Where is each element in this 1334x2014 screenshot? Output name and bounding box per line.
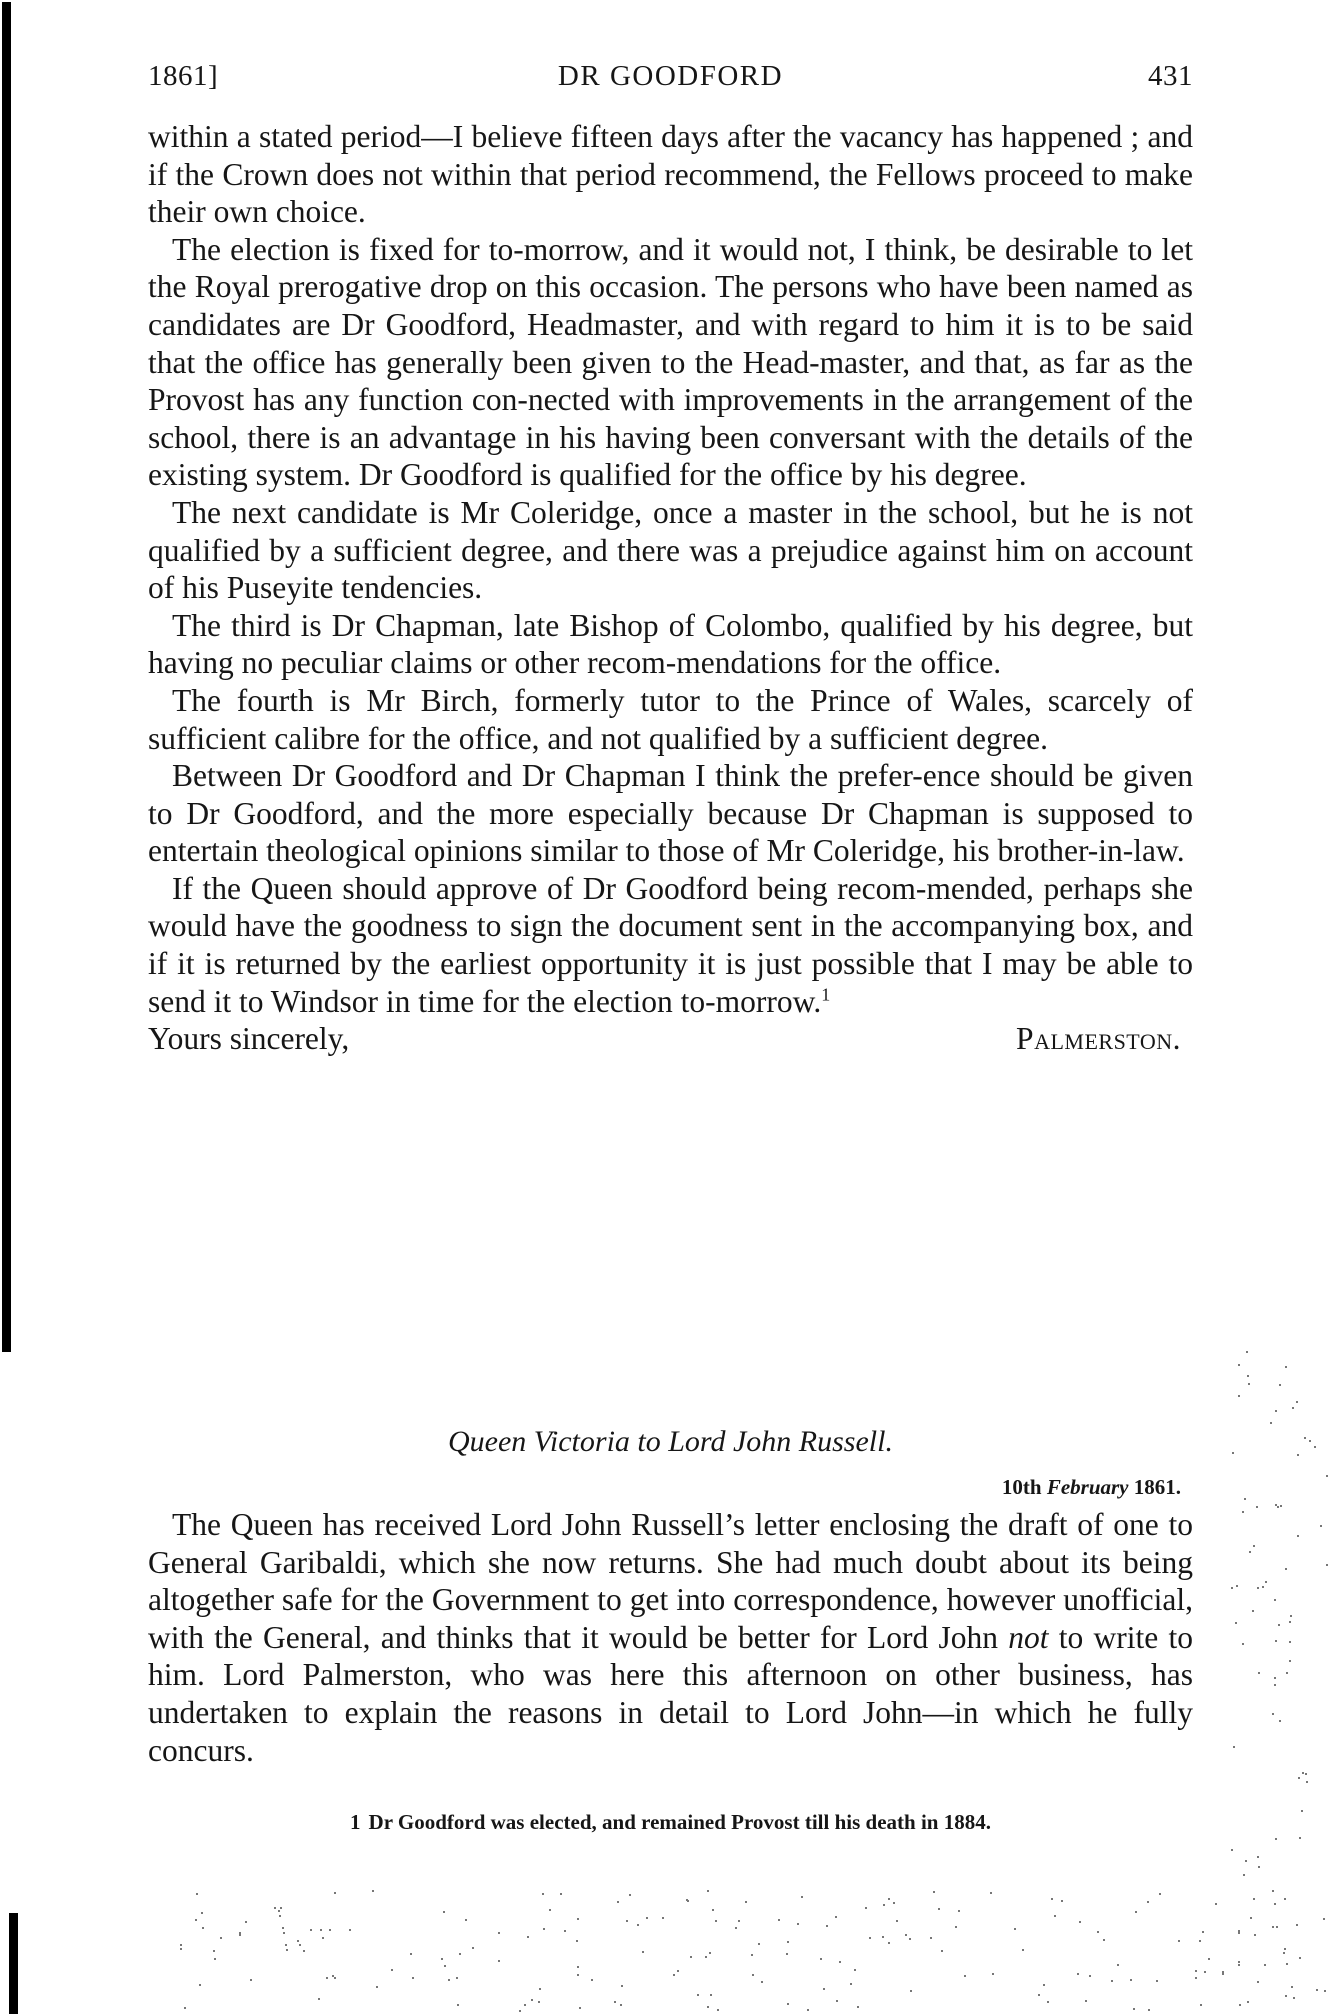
scan-speckle <box>1178 1940 1180 1942</box>
scan-speckle <box>1238 1395 1240 1397</box>
scan-speckle <box>1265 1581 1267 1583</box>
scan-speckle <box>820 1958 822 1960</box>
scan-speckle <box>909 1938 911 1940</box>
scan-speckle <box>286 1949 288 1951</box>
scan-speckle <box>1111 1980 1113 1982</box>
scan-speckle <box>621 1985 623 1987</box>
scan-speckle <box>1277 1506 1279 1508</box>
scan-speckle <box>1238 1932 1240 1934</box>
scan-speckle <box>282 1927 284 1929</box>
scan-speckle <box>376 1986 378 1988</box>
scan-speckle <box>577 1966 579 1968</box>
scan-speckle <box>823 1988 825 1990</box>
scan-speckle <box>279 1915 281 1917</box>
scan-speckle <box>1054 1915 1056 1917</box>
scan-speckle <box>1051 1898 1053 1900</box>
running-head-title: DR GOODFORD <box>557 60 784 92</box>
scan-speckle <box>538 2001 540 2003</box>
scan-speckle <box>410 1953 412 1955</box>
scan-speckle <box>1298 1777 1300 1779</box>
scan-speckle <box>712 1909 714 1911</box>
scan-speckle <box>1324 1990 1326 1992</box>
scan-speckle <box>1286 1672 1288 1674</box>
scan-speckle <box>472 1947 474 1949</box>
scan-speckle <box>1276 1926 1278 1928</box>
scan-speckle <box>560 1893 562 1895</box>
scan-speckle <box>1097 1931 1099 1933</box>
scan-speckle <box>614 2001 616 2003</box>
scan-speckle <box>1244 1498 1246 1500</box>
scan-speckle <box>1079 1921 1081 1923</box>
scan-speckle <box>735 1927 737 1929</box>
scan-speckle <box>626 1920 628 1922</box>
scan-speckle <box>1299 1957 1301 1959</box>
paragraph-text: If the Queen should approve of Dr Goodford being recom-mended, perhaps she would have the goodness to sign the document sent in the accompanying box, and if it is returned by the earliest opportunity it is just possible that I may be able to send it to Windsor in time for the election to-morrow. <box>148 870 1193 1019</box>
scan-speckle <box>883 1904 885 1906</box>
scan-speckle <box>1061 1900 1063 1902</box>
scan-speckle <box>1284 1898 1286 1900</box>
letter-date <box>1002 1475 1181 1500</box>
scan-speckle <box>850 1983 852 1985</box>
scan-speckle <box>1232 1452 1234 1454</box>
scan-speckle <box>519 2010 521 2012</box>
scan-speckle <box>1208 1958 1210 1960</box>
scan-speckle <box>869 1937 871 1939</box>
scan-speckle <box>326 1977 328 1979</box>
scan-speckle <box>637 1924 639 1926</box>
scan-speckle <box>1306 1781 1308 1783</box>
scan-speckle <box>1147 1901 1149 1903</box>
scan-speckle <box>1239 2004 1241 2006</box>
scan-speckle <box>1249 1551 1251 1553</box>
paragraph: The next candidate is Mr Coleridge, once a master in the school, but he is not qualified by a sufficient degree, and there was a prejudice against him on account of his Puseyite tendencies. <box>148 494 1193 606</box>
scan-speckle <box>1316 1989 1318 1991</box>
scan-speckle <box>274 1907 276 1909</box>
scan-speckle <box>202 1927 204 1929</box>
scan-speckle <box>214 1958 216 1960</box>
scan-speckle <box>687 1900 689 1902</box>
scan-speckle <box>1289 1660 1291 1662</box>
scan-speckle <box>1326 1475 1328 1477</box>
paragraph-with-footnote <box>148 870 1193 1020</box>
scan-speckle <box>1296 1401 1298 1403</box>
scan-speckle <box>1252 1610 1254 1612</box>
scan-speckle <box>941 1950 943 1952</box>
scan-speckle <box>577 1974 579 1976</box>
scan-speckle <box>303 1950 305 1952</box>
scan-speckle <box>707 1890 709 1892</box>
scan-speckle <box>297 1940 299 1942</box>
scan-speckle <box>1305 1773 1307 1775</box>
text-segment: to write to him. Lord Palmerston, who was here this afternoon on other business, has undertaken to explain the reasons in detail to Lord John—in which he fully concurs. <box>148 1619 1193 1768</box>
scan-speckle <box>283 1932 285 1934</box>
scan-speckle <box>1254 1934 1256 1936</box>
scan-speckle <box>705 1956 707 1958</box>
scan-speckle <box>888 1898 890 1900</box>
scan-speckle <box>1130 1979 1132 1981</box>
scan-speckle <box>826 1925 828 1927</box>
scan-speckle <box>1323 1918 1325 1920</box>
scan-speckle <box>1279 1384 1281 1386</box>
paragraph: Between Dr Goodford and Dr Chapman I think the prefer-ence should be given to Dr Goodford, and the more especially because Dr Chapman is supposed to entertain theological opinions similar to those of Mr Coleridge, his brother-in-law. <box>148 758 1193 869</box>
footnote-text: Dr Goodford was elected, and remained Provost till his death in 1884. <box>368 1810 991 1834</box>
scan-speckle <box>1290 1615 1292 1617</box>
scan-speckle <box>1243 1874 1245 1876</box>
scan-speckle <box>1275 1410 1277 1412</box>
running-head <box>148 60 1193 100</box>
scan-speckle <box>715 1920 717 1922</box>
scan-speckle <box>278 1910 280 1912</box>
footnote-reference[interactable]: 1 <box>821 984 831 1005</box>
scan-speckle <box>1274 1599 1276 1601</box>
scan-speckle <box>549 1909 551 1911</box>
scan-speckle <box>990 1892 992 1894</box>
paragraph: The election is fixed for to-morrow, and it would not, I think, be desirable to let the Royal prerogative drop on this occasion. The persons who have been named as candidates are Dr Goodford, Headmaster, and with regard to him it is to be said that the office has generally been given to the Head-master, and that, as far as the Provost has any function con-nected with improvements in the arrangement of the school, there is an advantage in his having been conversant with the details of the existing system. Dr Goodford is qualified for the office by his degree. <box>148 231 1193 493</box>
scan-speckle <box>1022 1949 1024 1951</box>
scan-speckle <box>905 1934 907 1936</box>
scan-speckle <box>1159 1893 1161 1895</box>
scan-speckle <box>933 1891 935 1893</box>
scan-speckle <box>1200 2004 1202 2006</box>
scan-speckle <box>576 1940 578 1942</box>
scan-speckle <box>690 1956 692 1958</box>
scan-speckle <box>1047 2001 1049 2003</box>
scan-edge-shadow-bottom <box>9 1913 18 2014</box>
scan-speckle <box>778 1919 780 1921</box>
page-number: 431 <box>1148 60 1193 92</box>
scan-speckle <box>896 1920 898 1922</box>
scan-speckle <box>910 1990 912 1992</box>
scan-speckle <box>1246 1351 1248 1353</box>
scan-speckle <box>280 1907 282 1909</box>
scan-speckle <box>865 1907 867 1909</box>
scan-speckle <box>786 1953 788 1955</box>
scan-speckle <box>1089 1975 1091 1977</box>
scan-speckle <box>1215 1903 1217 1905</box>
scan-speckle <box>1275 1838 1277 1840</box>
scan-speckle <box>758 1943 760 1945</box>
footnote <box>148 1810 1193 1835</box>
scan-speckle <box>524 2004 526 2006</box>
scan-speckle <box>710 1994 712 1996</box>
scan-speckle <box>797 1923 799 1925</box>
scan-speckle <box>1293 1997 1295 1999</box>
scan-speckle <box>1077 1973 1079 1975</box>
scan-speckle <box>1285 1366 1287 1368</box>
scan-speckle <box>629 1894 631 1896</box>
scan-speckle <box>332 1975 334 1977</box>
scan-speckle <box>1274 1677 1276 1679</box>
scan-speckle <box>646 1917 648 1919</box>
scan-speckle <box>1250 1917 1252 1919</box>
scan-speckle <box>1270 1422 1272 1424</box>
scan-speckle <box>839 1961 841 1963</box>
scan-speckle <box>1238 1364 1240 1366</box>
scan-speckle <box>1296 1924 1298 1926</box>
scan-speckle <box>1085 2000 1087 2002</box>
scan-speckle <box>1156 1980 1158 1982</box>
scan-speckle <box>1256 1506 1258 1508</box>
scan-speckle <box>564 1930 566 1932</box>
scan-speckle <box>1289 1641 1291 1643</box>
scan-speckle <box>992 1973 994 1975</box>
scan-speckle <box>1231 1587 1233 1589</box>
scan-speckle <box>201 1912 203 1914</box>
paragraph <box>148 1506 1193 1769</box>
scan-speckle <box>527 1936 529 1938</box>
scan-speckle <box>285 1944 287 1946</box>
scan-speckle <box>448 1979 450 1981</box>
scan-speckle <box>441 1958 443 1960</box>
scan-speckle <box>329 1929 331 1931</box>
scan-speckle <box>1253 1545 1255 1547</box>
signature: Palmerston. <box>1016 1021 1181 1057</box>
letter-signoff <box>148 1020 1193 1058</box>
scan-speckle <box>1275 1640 1277 1642</box>
letter-palmerston-body <box>148 118 1193 1058</box>
scan-speckle <box>662 1917 664 1919</box>
scan-speckle <box>882 1936 884 1938</box>
closing-salutation: Yours sincerely, <box>148 1021 350 1057</box>
scan-speckle <box>1297 1535 1299 1537</box>
scan-speckle <box>310 1929 312 1931</box>
scan-speckle <box>958 1910 960 1912</box>
scan-speckle <box>1272 1713 1274 1715</box>
scan-speckle <box>1245 1860 1247 1862</box>
scan-speckle <box>1103 1939 1105 1941</box>
date-year: 1861. <box>1133 1475 1181 1499</box>
scan-speckle <box>893 1902 895 1904</box>
scan-speckle <box>1279 1720 1281 1722</box>
scan-speckle <box>1272 1926 1274 1928</box>
scan-speckle <box>1264 1964 1266 1966</box>
scan-speckle <box>751 1954 753 1956</box>
scan-speckle <box>1278 1624 1280 1626</box>
scan-speckle <box>854 1969 856 1971</box>
scan-speckle <box>334 1977 336 1979</box>
scan-speckle <box>642 1951 644 1953</box>
scan-speckle <box>1314 1446 1316 1448</box>
letter-heading: Queen Victoria to Lord John Russell. <box>448 1425 893 1458</box>
scan-speckle <box>542 1893 544 1895</box>
scan-speckle <box>1222 1973 1224 1975</box>
paragraph: The fourth is Mr Birch, formerly tutor to the Prince of Wales, scarcely of sufficient calibre for the office, and not qualified by a sufficient degree. <box>148 682 1193 756</box>
scan-speckle <box>459 1953 461 1955</box>
scan-speckle <box>456 1977 458 1979</box>
scan-speckle <box>1242 1643 1244 1645</box>
scan-speckle <box>322 1937 324 1939</box>
scan-speckle <box>213 1950 215 1952</box>
scan-speckle <box>334 1892 336 1894</box>
date-month: February <box>1046 1475 1129 1499</box>
scan-speckle <box>807 2009 809 2011</box>
scan-speckle <box>1133 2008 1135 2010</box>
scan-speckle <box>1285 1995 1287 1997</box>
scan-speckle <box>1117 1964 1119 1966</box>
scan-speckle <box>1258 1866 1260 1868</box>
scan-speckle <box>443 1911 445 1913</box>
scan-speckle <box>1247 2001 1249 2003</box>
scan-speckle <box>1292 1407 1294 1409</box>
scan-speckle <box>697 1994 699 1996</box>
scan-speckle <box>955 1926 957 1928</box>
scan-speckle <box>239 1934 241 1936</box>
scan-speckle <box>1285 1568 1287 1570</box>
scan-speckle <box>1231 1849 1233 1851</box>
scan-speckle <box>372 1890 374 1892</box>
scan-speckle <box>1148 2009 1150 2011</box>
scan-speckle <box>577 1918 579 1920</box>
scan-speckle <box>801 1896 803 1898</box>
scan-speckle <box>591 1979 593 1981</box>
scan-speckle <box>1309 1440 1311 1442</box>
scan-speckle <box>717 2009 719 2011</box>
scan-speckle <box>620 2004 622 2006</box>
scan-speckle <box>617 1901 619 1903</box>
scan-speckle <box>1258 1672 1260 1674</box>
scan-speckle <box>543 1928 545 1930</box>
scan-speckle <box>1291 1986 1293 1988</box>
scan-speckle <box>1284 1948 1286 1950</box>
scan-speckle <box>930 1937 932 1939</box>
scan-speckle <box>180 1944 182 1946</box>
scan-speckle <box>1326 1564 1328 1566</box>
scan-speckle <box>1195 1970 1197 1972</box>
scan-speckle <box>239 1932 241 1934</box>
scan-speckle <box>1304 1437 1306 1439</box>
scan-speckle <box>709 1952 711 1954</box>
scan-speckle <box>1199 1940 1201 1942</box>
scan-speckle <box>1274 1684 1276 1686</box>
scan-speckle <box>707 2006 709 2008</box>
scan-speckle <box>836 2000 838 2002</box>
scan-speckle <box>1280 1505 1282 1507</box>
scan-speckle <box>1235 1622 1237 1624</box>
scan-speckle <box>195 1919 197 1921</box>
scan-speckle <box>320 1929 322 1931</box>
scan-speckle <box>1262 1586 1264 1588</box>
scan-speckle <box>761 1981 763 1983</box>
scan-speckle <box>835 1916 837 1918</box>
scan-speckle <box>1204 1971 1206 1973</box>
scan-speckle <box>1286 1963 1288 1965</box>
scan-speckle <box>1257 1981 1259 1983</box>
text-segment: The Queen has received Lord John Russell’s letter enclosing the draft of one to General Garibaldi, which she now returns. She had much doubt about its being altogether safe for the Government to get into correspondence, however unofficial, with the General, and thinks that it would be better for Lord John <box>148 1507 1193 1655</box>
letter-queen-body <box>148 1506 1193 1769</box>
scan-speckle <box>1257 1587 1259 1589</box>
scan-speckle <box>531 1999 533 2001</box>
scan-speckle <box>299 1944 301 1946</box>
scan-speckle <box>498 1932 500 1934</box>
scan-speckle <box>1289 1621 1291 1623</box>
scan-speckle <box>857 2006 859 2008</box>
scan-speckle <box>1297 1454 1299 1456</box>
scan-speckle <box>1043 1984 1045 1986</box>
scan-speckle <box>1236 1585 1238 1587</box>
scan-speckle <box>465 1919 467 1921</box>
scan-speckle <box>1301 1810 1303 1812</box>
scan-speckle <box>412 1977 414 1979</box>
scan-speckle <box>1233 1746 1235 1748</box>
scan-speckle <box>673 1974 675 1976</box>
scan-speckle <box>1247 1375 1249 1377</box>
scan-speckle <box>199 1984 201 1986</box>
scan-speckle <box>444 1965 446 1967</box>
scan-speckle <box>1272 1890 1274 1892</box>
scan-speckle <box>1242 1511 1244 1513</box>
scan-speckle <box>1038 1994 1040 1996</box>
scan-speckle <box>579 2007 581 2009</box>
scan-speckle <box>1195 1977 1197 1979</box>
scan-speckle <box>250 1979 252 1981</box>
scan-speckle <box>1283 1952 1285 1954</box>
scan-speckle <box>1302 1772 1304 1774</box>
scan-speckle <box>938 1908 940 1910</box>
scan-speckle <box>318 1998 320 2000</box>
date-day: 10th <box>1001 1475 1042 1499</box>
scan-speckle <box>349 1929 351 1931</box>
scan-speckle <box>498 1960 500 1962</box>
scan-speckle <box>1014 1928 1016 1930</box>
scan-speckle <box>457 2004 459 2006</box>
scan-speckle <box>787 1941 789 1943</box>
scan-speckle <box>220 1937 222 1939</box>
scan-speckle <box>752 1974 754 1976</box>
scan-speckle <box>1274 1903 1276 1905</box>
scan-speckle <box>677 1970 679 1972</box>
scan-edge-shadow-top <box>2 2 11 1352</box>
scan-speckle <box>1135 1911 1137 1913</box>
scan-speckle <box>787 2003 789 2005</box>
scan-speckle <box>196 1893 198 1895</box>
footnote-number: 1 <box>350 1810 361 1834</box>
scan-speckle <box>738 1920 740 1922</box>
scan-speckle <box>184 2007 186 2009</box>
scan-speckle <box>1238 1961 1240 1963</box>
scan-speckle <box>1253 1898 1255 1900</box>
scan-speckle <box>1202 1931 1204 1933</box>
scan-speckle <box>180 1948 182 1950</box>
paragraph: within a stated period—I believe fifteen days after the vacancy has happened ; and if the Crown does not within that period recommend, the Fellows proceed to make their own choice. <box>148 119 1193 230</box>
scan-speckle <box>1320 1525 1322 1527</box>
scan-speckle <box>1299 1837 1301 1839</box>
scan-speckle <box>391 1969 393 1971</box>
scan-speckle <box>245 1921 247 1923</box>
paragraph: The third is Dr Chapman, late Bishop of Colombo, qualified by his degree, but having no peculiar claims or other recom-mendations for the office. <box>148 607 1193 681</box>
emphasis: not <box>1008 1619 1049 1655</box>
scan-speckle <box>1238 1964 1240 1966</box>
scan-speckle <box>1257 1856 1259 1858</box>
scan-speckle <box>888 1942 890 1944</box>
scan-speckle <box>964 1975 966 1977</box>
running-head-year: 1861] <box>148 60 219 92</box>
scan-speckle <box>539 1988 541 1990</box>
scan-speckle <box>1248 1383 1250 1385</box>
scan-speckle <box>745 1901 747 1903</box>
